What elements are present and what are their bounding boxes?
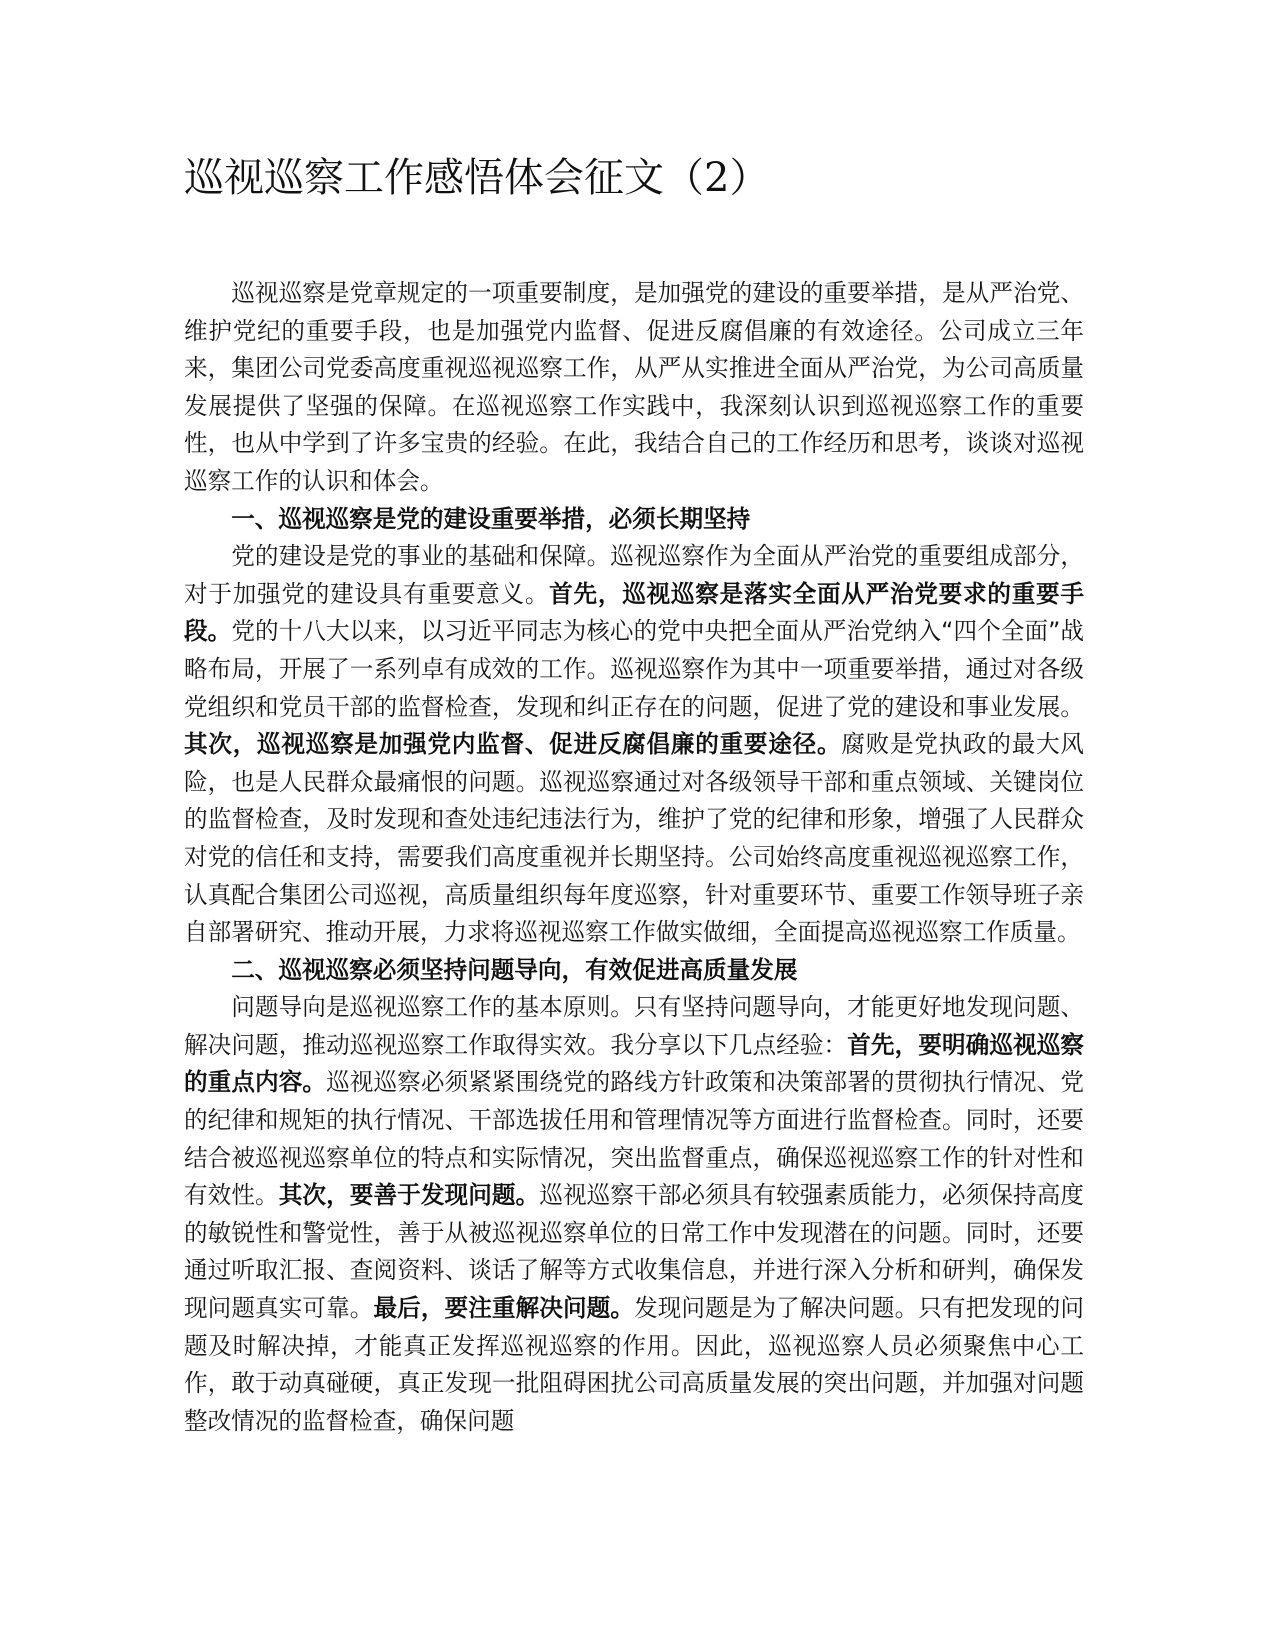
- emphasis-text: 最后，要注重解决问题。: [373, 1294, 635, 1323]
- body-paragraph: [184, 989, 1084, 1440]
- paragraph-text: 巡视巡察必须紧紧围绕党的路线方针政策和决策部署的贯彻执行情况、党的纪律和规矩的执行情况、干部选拔任用和管理情况等方面进行监督检查。同时，还要结合被巡视巡察单位的特点和实际情况，突出监督重点，确保巡视巡察工作的针对性和有效性。: [184, 1068, 1085, 1210]
- emphasis-text: 其次，巡视巡察是加强党内监督、促进反腐倡廉的重要途径。: [184, 730, 842, 759]
- document-body: [184, 275, 1084, 1440]
- paragraph-text: 巡视巡察是党章规定的一项重要制度，是加强党的建设的重要举措，是从严治党、维护党纪的重要手段，也是加强党内监督、促进反腐倡廉的有效途径。公司成立三年来，集团公司党委高度重视巡视巡察工作，从严从实推进全面从严治党，为公司高质量发展提供了坚强的保障。在巡视巡察工作实践中，我深刻认识到巡视巡察工作的重要性，也从中学到了许多宝贵的经验。在此，我结合自己的工作经历和思考，谈谈对巡视巡察工作的认识和体会。: [184, 279, 1084, 495]
- paragraph-text: 腐败是党执政的最大风险，也是人民群众最痛恨的问题。巡视巡察通过对各级领导干部和重点领域、关键岗位的监督检查，及时发现和查处违纪违法行为，维护了党的纪律和形象，增强了人民群众对党的信任和支持，需要我们高度重视并长期坚持。公司始终高度重视巡视巡察工作，认真配合集团公司巡视，高质量组织每年度巡察，针对重要环节、重要工作领导班子亲自部署研究、推动开展，力求将巡视巡察工作做实做细，全面提高巡视巡察工作质量。: [184, 730, 1085, 947]
- document-title: 巡视巡察工作感悟体会征文（2）: [184, 155, 770, 201]
- paragraph-text: 党的建设是党的事业的基础和保障。巡视巡察作为全面从严治党的重要组成部分，对于加强党的建设具有重要意义。: [184, 542, 1084, 608]
- paragraph-text: 党的十八大以来，以习近平同志为核心的党中央把全面从严治党纳入“四个全面”战略布局，开展了一系列卓有成效的工作。巡视巡察作为其中一项重要举措，通过对各级党组织和党员干部的监督检查，发现和纠正存在的问题，促进了党的建设和事业发展。: [184, 617, 1084, 721]
- body-paragraph: [184, 275, 1084, 501]
- emphasis-text: 其次，要善于发现问题。: [278, 1181, 540, 1210]
- paragraph-text: 巡视巡察干部必须具有较强素质能力，必须保持高度的敏锐性和警觉性，善于从被巡视巡察单位的日常工作中发现潜在的问题。同时，还要通过听取汇报、查阅资料、谈话了解等方式收集信息，并进行深入分析和研判，确保发现问题真实可靠。: [184, 1181, 1085, 1323]
- section-heading: 二、巡视巡察必须坚持问题导向，有效促进高质量发展: [231, 955, 798, 984]
- body-paragraph: [184, 538, 1084, 952]
- paragraph-text: 问题导向是巡视巡察工作的基本原则。只有坚持问题导向，才能更好地发现问题、解决问题，推动巡视巡察工作取得实效。我分享以下几点经验：: [184, 993, 1084, 1059]
- emphasis-text: 首先，巡视巡察是落实全面从严治党要求的重要手段。: [184, 579, 1085, 646]
- paragraph-text: 发现问题是为了解决问题。只有把发现的问题及时解决掉，才能真正发挥巡视巡察的作用。因此，巡视巡察人员必须聚焦中心工作，敢于动真碰硬，真正发现一批阻碍困扰公司高质量发展的突出问题，并加强对问题整改情况的监督检查，确保问题: [184, 1294, 1085, 1435]
- emphasis-text: 首先，要明确巡视巡察的重点内容。: [184, 1030, 1085, 1097]
- section-heading: 一、巡视巡察是党的建设重要举措，必须长期坚持: [231, 504, 751, 533]
